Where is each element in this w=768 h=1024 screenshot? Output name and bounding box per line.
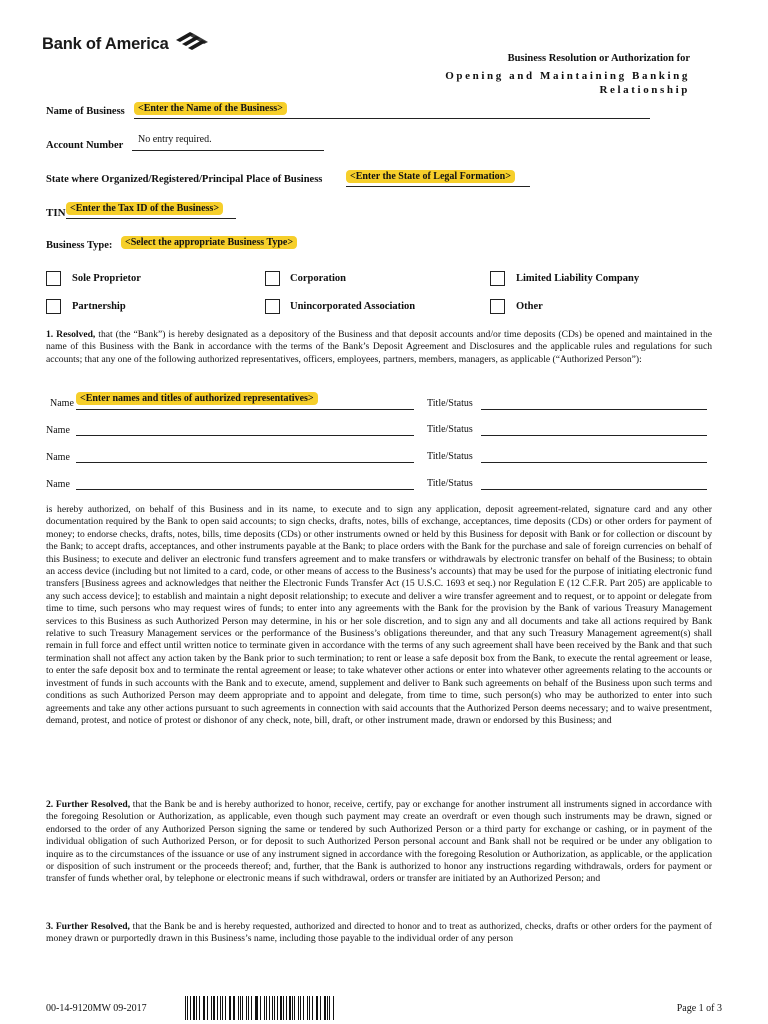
name-label-2: Name (46, 425, 70, 436)
tin-label: TIN (46, 207, 66, 219)
name-of-business-line (134, 118, 650, 119)
name-of-business-label: Name of Business (46, 106, 125, 117)
resolved-1-text: that (the “Bank”) is hereby designated as a depository of the Business and that deposit accounts and/or time deposits (CDs) be opened and maintained in the name of this Business with the Bank in accordance with the terms of the Bank’s Deposit Agreement and Disclosures and the applicable rules and regulations for such accounts; that any one of the following authorized representatives, officers, employees, partners, members, managers, as applicable (“Authorized Person”): (46, 329, 712, 365)
unincorporated-association-checkbox[interactable] (265, 299, 280, 314)
tin-line (66, 218, 236, 219)
name-line-1 (76, 409, 414, 410)
resolved-3-heading: 3. Further Resolved, (46, 921, 130, 932)
state-label: State where Organized/Registered/Principal Place of Business (46, 174, 323, 185)
llc-checkbox[interactable] (490, 271, 505, 286)
llc-label: Limited Liability Company (516, 273, 640, 284)
resolved-1-paragraph (46, 329, 712, 366)
partnership-checkbox[interactable] (46, 299, 61, 314)
other-label: Other (516, 301, 543, 312)
unincorporated-association-label: Unincorporated Association (290, 301, 416, 312)
barcode-image (185, 996, 335, 1020)
resolved-3-text: that the Bank be and is hereby requested, authorized and directed to honor and to treat as authorized, checks, drafts or other orders for the payment of money drawn or purportedly drawn in this Business’s name, including those payable to the individual order of any person (46, 921, 712, 945)
sole-proprietor-checkbox[interactable] (46, 271, 61, 286)
corporation-checkbox[interactable] (265, 271, 280, 286)
resolved-2-paragraph (46, 799, 712, 886)
title-status-line-1 (481, 409, 707, 410)
tin-input[interactable]: <Enter the Tax ID of the Business> (66, 202, 223, 215)
sole-proprietor-label: Sole Proprietor (72, 273, 141, 284)
corporation-label: Corporation (290, 273, 346, 284)
authorization-body-paragraph: is hereby authorized, on behalf of this Business and in its name, to execute and to sign any application, deposit agreement-related, signature card and any other documentation required by the Bank to open said accounts; to sign checks, drafts, notes, bills of exchange, acceptances, time deposits (CDs) or other orders for payment of money; to endorse checks, drafts, notes, bills, time deposits (CDs) or other instruments owned or held by this Business for deposit with Bank or for collection or discount by the Bank; to accept drafts, acceptances, and other instruments payable at the Bank; to place orders with the Bank for the purchase and sale of foreign currencies on behalf of this Business; to execute and deliver an electronic fund transfers agreement and to make transfers or withdrawals by electronic transfer on behalf of the Business; to obtain an access device (including but not limited to a card, code, or other means of access to the Business’s accounts) that may be used for the purpose of initiating electronic fund transfers [Business agrees and acknowledges that neither the Electronic Funds Transfer Act (15 U.S.C. 1693 et seq.) nor Regulation E (12 C.F.R. Part 205) are applicable to any such access device]; to establish and maintain a night deposit relationship; to execute and deliver a wire transfer agreement and to request, or to appoint or delegate from time to time, such persons who may request wires of funds; to enter into any agreements with the Bank for the provision by the Bank of various Treasury Management services to this Business as such Authorized Person may determine, in his or her sole discretion, and to sign any and all documents and take all actions required by Bank relative to such Treasury Management services or the performance of the Business’s obligations thereunder, and that any such Treasury Management agreement(s) shall remain in full force and effect until written notice to terminate given in accordance with the terms of any such agreement shall have been received by the Bank and that such termination shall not affect any action taken by the Bank prior to such termination; to rent or lease a safe deposit box from the Bank, to execute the rental agreement or lease, to enter the safe deposit box and to terminate the rental agreement or lease; to take whatever other actions or enter into whatever other agreements relating to the accounts or investment of funds in such accounts with the Bank and to execute, amend, supplement and deliver to Bank such agreements on behalf of the Business upon such terms and conditions as such Authorized Person may deem appropriate and to appoint and delegate, from time to time, such person(s) who may be authorized to enter into such agreements and take any other actions pursuant to such agreements in connection with said accounts that the Authorized Person deems necessary; and to waive presentment, demand, protest, and notice of protest or dishonor of any check, note, bill, draft, or other instrument made, drawn or endorsed by this Business; and (46, 504, 712, 726)
name-line-2[interactable] (76, 435, 414, 436)
state-input[interactable]: <Enter the State of Legal Formation> (346, 170, 515, 183)
account-number-label: Account Number (46, 140, 124, 151)
page-number: Page 1 of 3 (676, 1003, 722, 1014)
name-label-1: Name (50, 398, 74, 409)
title-status-label-4: Title/Status (427, 478, 473, 489)
resolved-2-heading: 2. Further Resolved, (46, 799, 131, 810)
title-status-label-1: Title/Status (427, 398, 473, 409)
name-label-4: Name (46, 479, 70, 490)
title-status-label-3: Title/Status (427, 451, 473, 462)
resolved-2-text: that the Bank be and is hereby authorized to honor, receive, certify, pay or exchange for another instrument all instruments signed in accordance with the foregoing Resolution or Authorization, as applicable, even though such payment may create an overdraft or even though such instruments may be drawn, signed or endorsed to the order of any Authorized Person signing the same or tendered by such Authorized Person or a third party for exchange or cashing, or in payment of the individual obligation of such Authorized Person, or for deposit to such Authorized Person personal account and Bank shall not be required or be under any obligation to inquire as to the circumstances of the issuance or use of any instrument signed in accordance with the foregoing Resolution or Authorization, as applicable, or the application or disposition of such instrument or the proceeds thereof; and, further, that the Bank is authorized to honor any instructions regarding withdrawals, orders for payment or transfer of funds whether oral, by telephone or electronic means if such withdrawal, orders or transfer are initiated by an Authorized Person; and (46, 799, 712, 885)
title-status-line-2[interactable] (481, 435, 707, 436)
title-status-line-4[interactable] (481, 489, 707, 490)
resolved-1-heading: 1. Resolved, (46, 329, 96, 340)
title-status-label-2: Title/Status (427, 424, 473, 435)
state-line (346, 186, 530, 187)
business-type-label: Business Type: (46, 240, 113, 251)
flag-logo-icon (172, 30, 212, 54)
name-line-4[interactable] (76, 489, 414, 490)
partnership-label: Partnership (72, 301, 126, 312)
title-status-line-3[interactable] (481, 462, 707, 463)
resolved-3-paragraph (46, 921, 712, 946)
name-line-3[interactable] (76, 462, 414, 463)
bank-logo-text: Bank of America (42, 35, 169, 53)
form-title-line1: Business Resolution or Authorization for (507, 53, 690, 64)
account-number-line (132, 150, 324, 151)
account-number-value: No entry required. (138, 134, 212, 145)
authorized-names-input[interactable]: <Enter names and titles of authorized representatives> (76, 392, 318, 405)
business-type-select[interactable]: <Select the appropriate Business Type> (121, 236, 297, 249)
form-title-line3: Relationship (599, 84, 690, 96)
form-title-line2: Opening and Maintaining Banking (445, 70, 690, 82)
other-checkbox[interactable] (490, 299, 505, 314)
name-of-business-input[interactable]: <Enter the Name of the Business> (134, 102, 287, 115)
form-code: 00-14-9120MW 09-2017 (46, 1003, 147, 1014)
name-label-3: Name (46, 452, 70, 463)
